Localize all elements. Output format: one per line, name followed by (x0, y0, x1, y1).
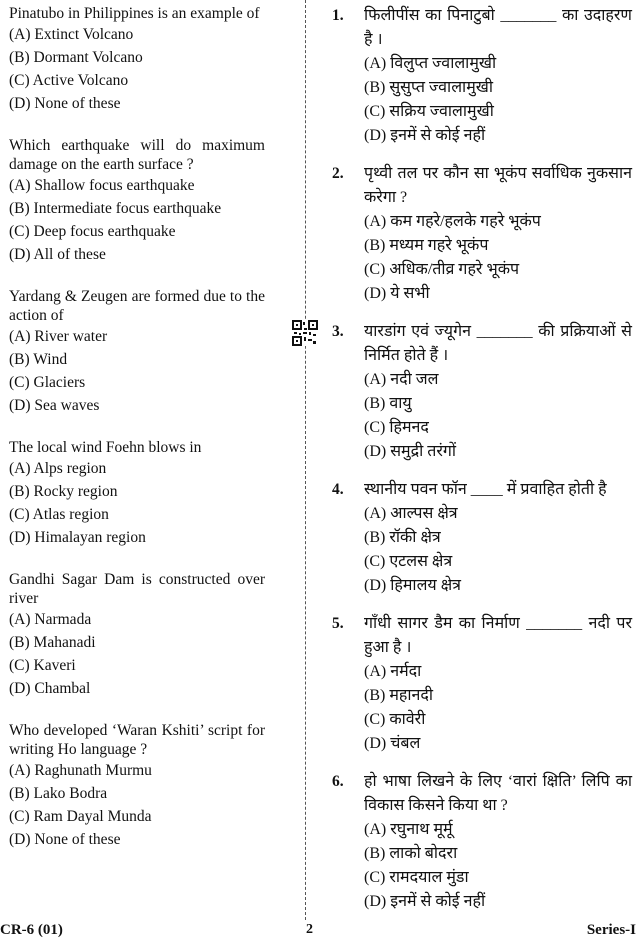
question-number: 6. (332, 773, 344, 790)
option-item: (B) रॉकी क्षेत्र (364, 529, 441, 546)
question-text: Gandhi Sagar Dam is constructed over river (9, 571, 265, 607)
option-item: (D) इनमें से कोई नहीं (364, 127, 486, 144)
question-block-hindi (332, 770, 632, 914)
english-column (9, 4, 265, 872)
option-item: (B) लाको बोदरा (364, 845, 458, 862)
question-number: 3. (332, 323, 344, 340)
question-block (9, 287, 265, 417)
question-block-hindi (332, 162, 632, 306)
option-item: (C) Atlas region (9, 506, 109, 523)
option-item: (D) All of these (9, 246, 106, 263)
option-item: (D) ये सभी (364, 285, 430, 302)
option-item: (B) सुसुप्त ज्वालामुखी (364, 79, 493, 96)
question-block (9, 4, 265, 115)
question-number: 1. (332, 7, 344, 24)
series-label: Series-I (586, 922, 636, 938)
option-item: (C) Glaciers (9, 374, 86, 391)
option-item: (B) मध्यम गहरे भूकंप (364, 237, 489, 254)
option-item: (D) Sea waves (9, 397, 100, 414)
hindi-column (332, 4, 632, 928)
question-text: Yardang & Zeugen are formed due to the action of (9, 288, 265, 324)
option-item: (A) Raghunath Murmu (9, 762, 152, 779)
question-number: 2. (332, 165, 344, 182)
question-text: Who developed ‘Waran Kshiti’ script for writing Ho language ? (9, 722, 265, 758)
question-number: 4. (332, 481, 344, 498)
option-item: (C) Kaveri (9, 657, 76, 674)
option-item: (C) अधिक/तीव्र गहरे भूकंप (364, 261, 520, 278)
qr-code-icon (292, 320, 318, 346)
option-item: (B) Rocky region (9, 483, 118, 500)
option-item: (A) विलुप्त ज्वालामुखी (364, 55, 497, 72)
question-text: The local wind Foehn blows in (9, 439, 202, 456)
option-item: (D) चंबल (364, 735, 421, 752)
option-item: (A) Extinct Volcano (9, 26, 134, 43)
option-item: (C) Deep focus earthquake (9, 223, 176, 240)
question-text: गाँधी सागर डैम का निर्माण _______ नदी पर हुआ है । (364, 615, 632, 656)
option-item: (A) Narmada (9, 611, 92, 628)
option-item: (A) कम गहरे/हलके गहरे भूकंप (364, 213, 541, 230)
option-item: (A) रघुनाथ मूर्मू (364, 821, 453, 838)
question-number: 5. (332, 615, 344, 632)
option-item: (C) एटलस क्षेत्र (364, 553, 453, 570)
question-text: Which earthquake will do maximum damage on the earth surface ? (9, 137, 265, 173)
question-text: हो भाषा लिखने के लिए ‘वारां क्षिति’ लिपि का विकास किसने किया था ? (364, 773, 632, 814)
option-item: (B) Mahanadi (9, 634, 96, 651)
question-text: Pinatubo in Philippines is an example of (9, 5, 260, 22)
option-item: (A) नर्मदा (364, 663, 422, 680)
option-item: (A) Alps region (9, 460, 107, 477)
question-text: यारडांग एवं ज्यूगेन _______ की प्रक्रियाओं से निर्मित होते हैं । (364, 323, 632, 364)
option-item: (C) हिमनद (364, 419, 429, 436)
option-item: (B) Wind (9, 351, 68, 368)
option-item: (B) Lako Bodra (9, 785, 108, 802)
column-divider (305, 0, 306, 920)
page-number: 2 (306, 922, 313, 937)
option-item: (D) Chambal (9, 680, 91, 697)
question-block-hindi (332, 612, 632, 756)
question-text: स्थानीय पवन फॉन ____ में प्रवाहित होती है (364, 481, 607, 498)
question-block (9, 721, 265, 851)
option-item: (C) Ram Dayal Munda (9, 808, 152, 825)
option-item: (B) वायु (364, 395, 412, 412)
option-item: (B) महानदी (364, 687, 434, 704)
option-item: (D) None of these (9, 831, 121, 848)
option-item: (C) रामदयाल मुंडा (364, 869, 469, 886)
option-item: (D) हिमालय क्षेत्र (364, 577, 461, 594)
question-block (9, 136, 265, 266)
option-item: (B) Dormant Volcano (9, 49, 143, 66)
question-text: फिलीपींस का पिनाटुबो _______ का उदाहरण है । (364, 7, 632, 48)
option-item: (C) कावेरी (364, 711, 426, 728)
option-item: (A) नदी जल (364, 371, 439, 388)
option-item: (C) सक्रिय ज्वालामुखी (364, 103, 494, 120)
option-item: (A) River water (9, 328, 108, 345)
question-block (9, 570, 265, 700)
option-item: (C) Active Volcano (9, 72, 129, 89)
question-text: पृथ्वी तल पर कौन सा भूकंप सर्वाधिक नुकसान करेगा ? (364, 165, 632, 206)
option-item: (A) Shallow focus earthquake (9, 177, 195, 194)
question-block (9, 438, 265, 549)
option-item: (A) आल्पस क्षेत्र (364, 505, 458, 522)
option-item: (D) समुद्री तरंगों (364, 443, 457, 460)
option-item: (B) Intermediate focus earthquake (9, 200, 222, 217)
option-item: (D) Himalayan region (9, 529, 146, 546)
paper-code: CR-6 (01) (0, 922, 63, 938)
question-block-hindi (332, 320, 632, 464)
option-item: (D) None of these (9, 95, 121, 112)
option-item: (D) इनमें से कोई नहीं (364, 893, 486, 910)
question-block-hindi (332, 4, 632, 148)
question-block-hindi (332, 478, 632, 598)
